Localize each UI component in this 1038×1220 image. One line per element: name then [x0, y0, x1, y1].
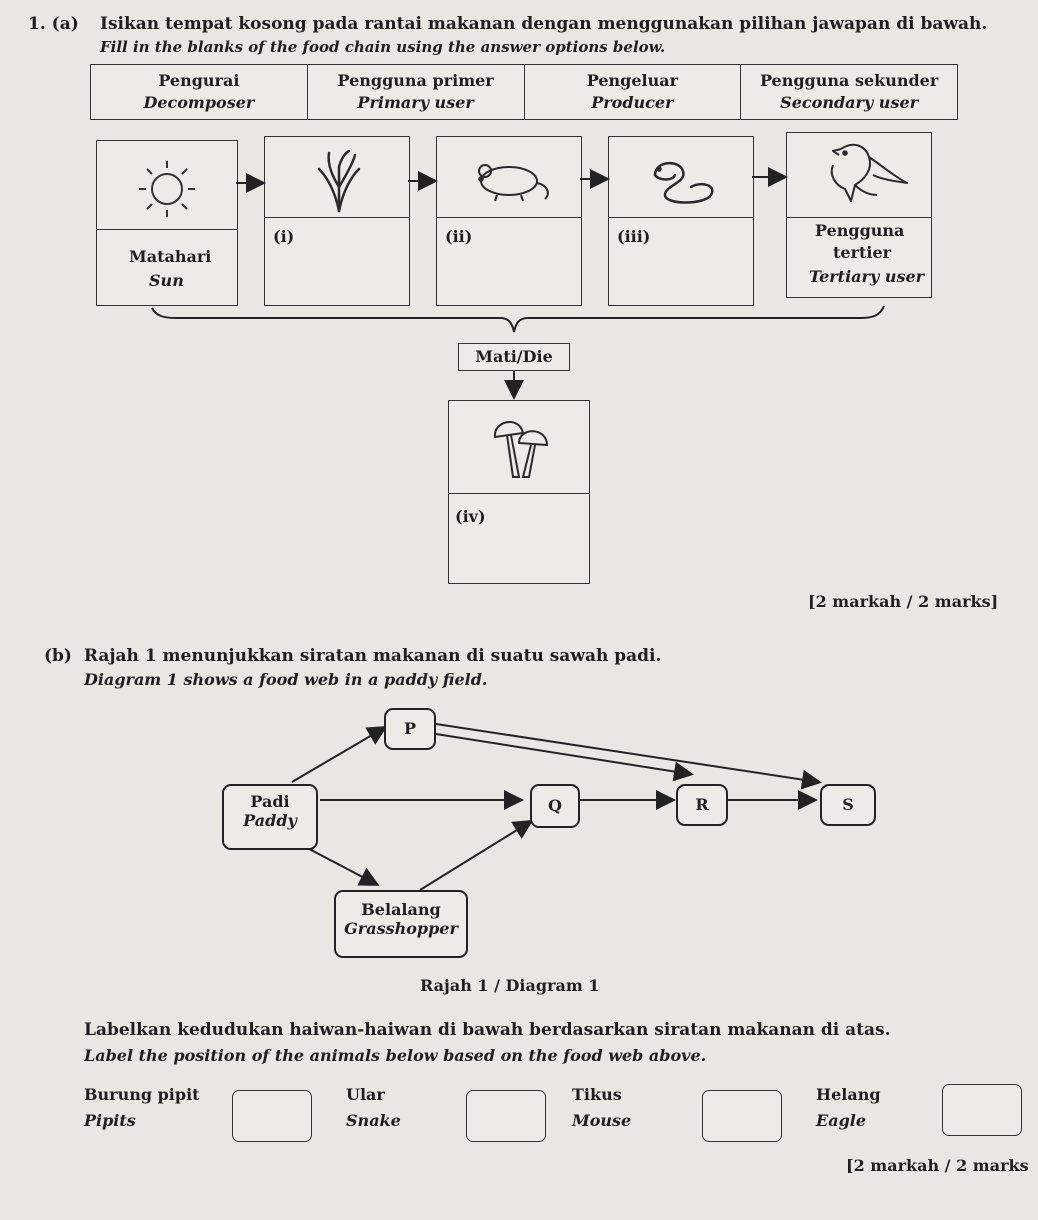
tertiary-label-malay-1: Pengguna [815, 221, 905, 240]
option-secondary-user: Pengguna sekunder Secondary user [759, 71, 939, 112]
sun-label-malay: Matahari [129, 247, 212, 266]
instruction-english: Fill in the blanks of the food chain using the answer options below. [100, 38, 666, 56]
sun-label-english: Sun [149, 271, 184, 290]
marks-part-a: [2 markah / 2 marks] [808, 592, 999, 611]
decomposer-box [448, 400, 590, 584]
option-primary-user: Pengguna primer Primary user [308, 65, 525, 119]
answer-box-pipits[interactable] [232, 1090, 312, 1142]
food-web-arrows [0, 690, 1038, 970]
tertiary-label-malay-2: tertier [833, 243, 892, 262]
node-q: Q [530, 784, 580, 828]
label-instruction-malay: Labelkan kedudukan haiwan-haiwan di bawah berdasarkan siratan makanan di atas. [84, 1020, 891, 1040]
blank-iv-label: (iv) [455, 507, 486, 526]
blank-ii-label: (ii) [445, 227, 473, 246]
animal-eagle: Helang Eagle [816, 1085, 881, 1130]
node-r: R [676, 784, 728, 826]
instruction-malay: Isikan tempat kosong pada rantai makanan dengan menggunakan pilihan jawapan di bawah. [100, 14, 988, 34]
answer-box-snake[interactable] [466, 1090, 546, 1142]
animal-pipits: Burung pipit Pipits [84, 1085, 200, 1130]
animal-snake: Ular Snake [346, 1085, 401, 1130]
answer-box-eagle[interactable] [942, 1084, 1022, 1136]
question-number: 1. (a) [28, 14, 79, 34]
node-s: S [820, 784, 876, 826]
node-grasshopper: Belalang Grasshopper [334, 890, 468, 958]
blank-i-label: (i) [273, 227, 295, 246]
option-decomposer: Pengurai Decomposer [91, 65, 308, 119]
diagram-caption: Rajah 1 / Diagram 1 [420, 976, 600, 995]
die-label: Mati/Die [458, 343, 570, 371]
part-b-intro-malay: (b) Rajah 1 menunjukkan siratan makanan di suatu sawah padi. [44, 646, 662, 666]
animal-mouse: Tikus Mouse [572, 1085, 632, 1130]
blank-iii-label: (iii) [617, 227, 651, 246]
node-p: P [384, 708, 436, 750]
part-b-intro-english: Diagram 1 shows a food web in a paddy field. [84, 670, 488, 689]
mushroom-icon [489, 413, 551, 483]
answer-box-mouse[interactable] [702, 1090, 782, 1142]
label-instruction-english: Label the position of the animals below based on the food web above. [84, 1046, 707, 1065]
tertiary-label-english: Tertiary user [809, 267, 925, 286]
node-paddy: Padi Paddy [222, 784, 318, 850]
marks-part-b: [2 markah / 2 marks [846, 1156, 1029, 1175]
option-producer: Pengeluar Producer [525, 65, 742, 119]
